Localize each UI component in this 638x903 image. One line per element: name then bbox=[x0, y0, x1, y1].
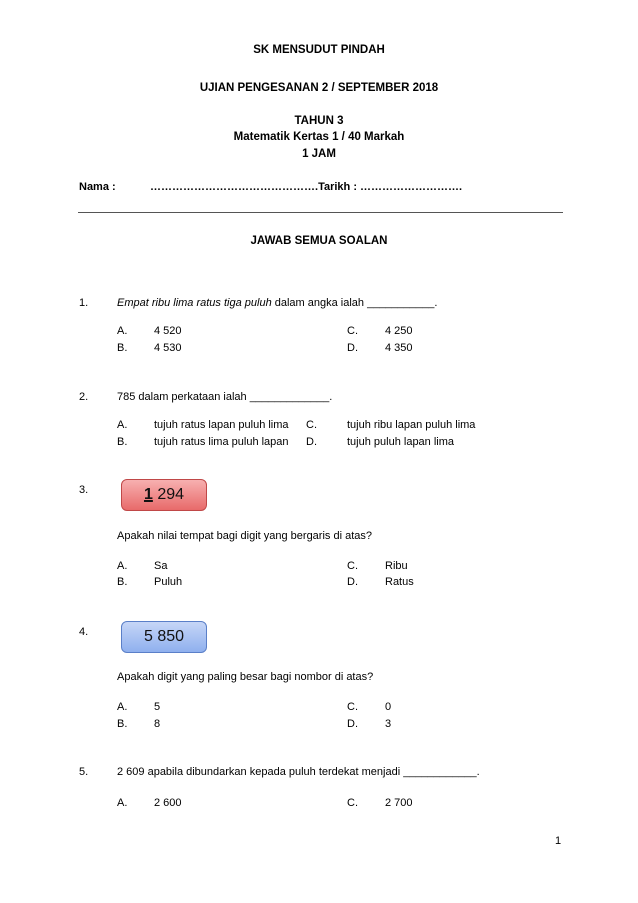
name-field[interactable] bbox=[150, 181, 462, 193]
option-key: D. bbox=[347, 342, 358, 354]
exam-title: UJIAN PENGESANAN 2 / SEPTEMBER 2018 bbox=[199, 82, 439, 94]
page-number: 1 bbox=[555, 835, 562, 847]
option-key: D. bbox=[306, 436, 317, 448]
option-value: tujuh ratus lima puluh lapan bbox=[154, 436, 289, 448]
option-value: 4 530 bbox=[154, 342, 182, 354]
question-number: 2. bbox=[79, 391, 89, 403]
option-value: Ratus bbox=[385, 576, 414, 588]
option-value: 2 600 bbox=[154, 797, 182, 809]
option-value: tujuh puluh lapan lima bbox=[347, 436, 455, 448]
question-text: Apakah nilai tempat bagi digit yang bergaris di atas? bbox=[117, 530, 372, 542]
option-key: B. bbox=[117, 576, 128, 588]
option-key: A. bbox=[117, 560, 128, 572]
option-value: tujuh ratus lapan puluh lima bbox=[154, 419, 289, 431]
option-key: A. bbox=[117, 325, 128, 337]
name-dots: ………………………………………. bbox=[150, 181, 319, 193]
option-key: C. bbox=[347, 797, 358, 809]
option-value: 3 bbox=[385, 718, 392, 730]
option-key: C. bbox=[306, 419, 317, 431]
question-number: 3. bbox=[79, 484, 89, 496]
option-value: 2 700 bbox=[385, 797, 413, 809]
option-value: tujuh ribu lapan puluh lima bbox=[347, 419, 476, 431]
option-key: D. bbox=[347, 576, 358, 588]
underlined-digit: 1 bbox=[143, 486, 153, 503]
year-label: TAHUN 3 bbox=[294, 115, 344, 127]
duration-label: 1 JAM bbox=[302, 148, 336, 160]
option-key: D. bbox=[347, 718, 358, 730]
question-number: 4. bbox=[79, 626, 89, 638]
option-value: Puluh bbox=[154, 576, 183, 588]
question-text-italic: Empat ribu lima ratus tiga puluh bbox=[117, 297, 272, 309]
option-value: 4 520 bbox=[154, 325, 182, 337]
question-text bbox=[117, 297, 437, 309]
option-value: Sa bbox=[154, 560, 168, 572]
question-text: 785 dalam perkataan ialah _____________. bbox=[117, 391, 333, 403]
header-divider bbox=[78, 212, 563, 213]
question-number: 1. bbox=[79, 297, 89, 309]
option-value: 8 bbox=[154, 718, 161, 730]
option-key: A. bbox=[117, 419, 128, 431]
option-key: B. bbox=[117, 436, 128, 448]
school-name: SK MENSUDUT PINDAH bbox=[253, 44, 385, 56]
option-key: B. bbox=[117, 718, 128, 730]
date-dots: ………………………. bbox=[360, 181, 463, 193]
number-rest: 294 bbox=[152, 486, 185, 503]
option-key: C. bbox=[347, 325, 358, 337]
question-text: 2 609 apabila dibundarkan kepada puluh terdekat menjadi ____________. bbox=[117, 766, 480, 778]
option-key: A. bbox=[117, 797, 128, 809]
option-key: C. bbox=[347, 560, 358, 572]
date-label: Tarikh : bbox=[318, 181, 357, 193]
option-key: B. bbox=[117, 342, 128, 354]
option-key: C. bbox=[347, 701, 358, 713]
option-value: 5 bbox=[154, 701, 161, 713]
number-box: 5 850 bbox=[121, 621, 207, 653]
option-value: 4 250 bbox=[385, 325, 413, 337]
question-text-rest: dalam angka ialah ___________. bbox=[271, 297, 438, 309]
paper-label: Matematik Kertas 1 / 40 Markah bbox=[233, 131, 405, 143]
instruction: JAWAB SEMUA SOALAN bbox=[250, 235, 388, 247]
option-key: A. bbox=[117, 701, 128, 713]
option-value: 0 bbox=[385, 701, 392, 713]
option-value: 4 350 bbox=[385, 342, 413, 354]
question-text: Apakah digit yang paling besar bagi nombor di atas? bbox=[117, 671, 374, 683]
number-box bbox=[121, 479, 207, 511]
name-label: Nama : bbox=[79, 181, 116, 193]
option-value: Ribu bbox=[385, 560, 408, 572]
question-number: 5. bbox=[79, 766, 89, 778]
